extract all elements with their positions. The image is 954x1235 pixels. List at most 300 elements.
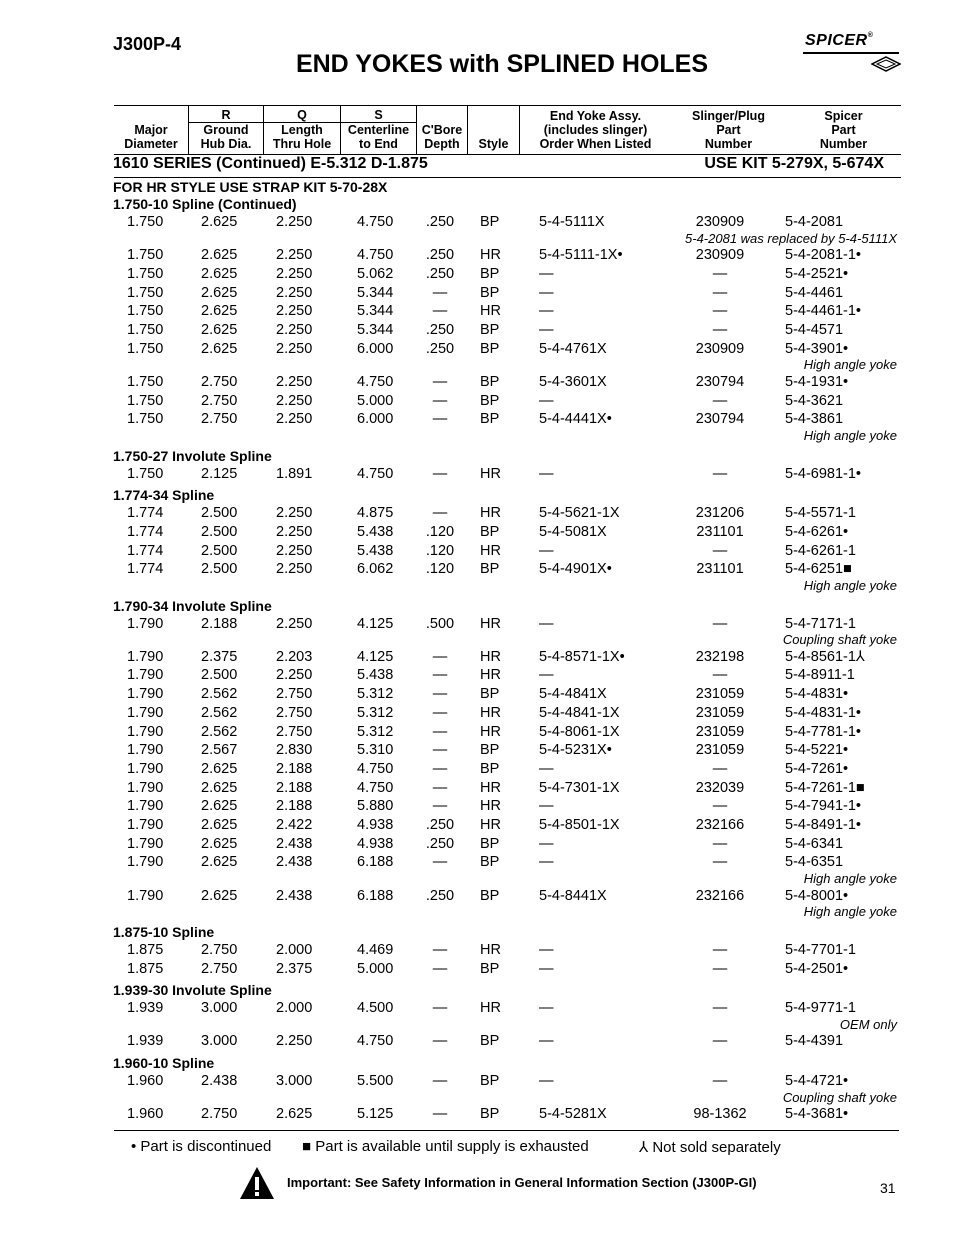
section-title: 1.960-10 Spline [113, 1055, 215, 1072]
table-row [0, 411, 954, 429]
column-header-3 [341, 106, 417, 154]
cbore-depth: .120 [425, 523, 455, 540]
end-yoke-assy: 5-4-8061-1X [539, 723, 620, 740]
column-label: C'Bore [421, 123, 463, 137]
cbore-depth: — [432, 411, 448, 428]
cbore-depth: .250 [425, 817, 455, 833]
end-yoke-assy: 5-4-4761X [539, 340, 607, 357]
hub-dia: 2.625 [201, 798, 238, 815]
style: BP [480, 686, 500, 703]
section-title: 1.875-10 Spline [113, 923, 215, 940]
row-note: High angle yoke [803, 428, 897, 443]
major-diameter: 1.750 [127, 322, 164, 338]
centerline-to-end: 5.438 [357, 523, 394, 540]
warning-triangle-icon [239, 1166, 275, 1200]
centerline-to-end: 5.880 [357, 798, 394, 815]
major-diameter: 1.790 [127, 648, 164, 665]
end-yoke-assy: — [539, 667, 554, 684]
hub-dia: 2.625 [201, 303, 238, 320]
length-thru-hole: 2.250 [276, 284, 313, 301]
cbore-depth: — [432, 960, 448, 977]
hub-dia: 2.625 [201, 247, 238, 264]
table-row [0, 942, 954, 960]
hub-dia: 2.625 [201, 835, 238, 852]
column-label: Thru Hole [272, 137, 332, 151]
brand-name: SPICER [805, 32, 868, 49]
column-label: Length [281, 123, 323, 137]
end-yoke-assy: 5-4-5231X• [539, 742, 612, 759]
table-row [0, 393, 954, 411]
spicer-part: 5-4-5221• [785, 742, 849, 759]
major-diameter: 1.774 [127, 505, 164, 522]
slinger-part: — [712, 265, 728, 282]
major-diameter: 1.790 [127, 704, 164, 721]
cbore-depth: — [432, 373, 448, 390]
table-row [0, 798, 954, 816]
hub-dia: 2.750 [201, 941, 238, 958]
major-diameter: 1.750 [127, 465, 164, 482]
series-title: 1610 SERIES (Continued) E-5.312 D-1.875 [113, 155, 428, 172]
major-diameter: 1.790 [127, 798, 164, 815]
end-yoke-assy: 5-4-5281X [539, 1106, 607, 1123]
spicer-part: 5-4-6981-1• [785, 465, 862, 482]
end-yoke-assy: 5-4-5621-1X [539, 505, 620, 522]
hub-dia: 2.750 [201, 373, 238, 390]
end-yoke-assy: — [539, 1073, 554, 1090]
column-label: Order When Listed [539, 137, 652, 151]
style: HR [480, 648, 501, 665]
length-thru-hole: 2.000 [276, 1000, 313, 1017]
column-label: Slinger/Plug [692, 109, 765, 123]
column-header-4 [417, 106, 468, 154]
column-label: Depth [424, 137, 460, 151]
slinger-part: — [712, 667, 728, 684]
slinger-part: — [712, 760, 728, 777]
spicer-part: 5-4-9771-1 [785, 1000, 856, 1017]
centerline-to-end: 4.750 [357, 373, 394, 390]
page-number: 31 [880, 1180, 896, 1196]
table-row [0, 686, 954, 704]
centerline-to-end: 5.344 [357, 322, 394, 338]
centerline-to-end: 4.500 [357, 1000, 394, 1017]
row-note: High angle yoke [803, 357, 897, 373]
cbore-depth: .250 [425, 887, 455, 904]
cbore-depth: .250 [425, 247, 455, 264]
table-row [0, 854, 954, 872]
major-diameter: 1.750 [127, 247, 164, 264]
table-row [0, 505, 954, 523]
centerline-to-end: 6.188 [357, 854, 394, 871]
slinger-part: 231101 [696, 523, 744, 540]
major-diameter: 1.875 [127, 941, 164, 958]
style: BP [480, 284, 500, 301]
slinger-part: — [712, 284, 728, 301]
length-thru-hole: 1.891 [276, 465, 313, 482]
column-header-7 [671, 106, 786, 154]
centerline-to-end: 6.188 [357, 887, 394, 904]
centerline-to-end: 5.438 [357, 667, 394, 684]
spicer-part: 5-4-6341 [785, 835, 844, 852]
table-row [0, 524, 954, 542]
hub-dia: 2.625 [201, 779, 238, 796]
column-header-1 [189, 106, 264, 154]
spicer-part: 5-4-4461-1• [785, 303, 862, 320]
centerline-to-end: 4.750 [357, 247, 394, 264]
centerline-to-end: 4.750 [357, 760, 394, 777]
hub-dia: 2.625 [201, 760, 238, 777]
major-diameter: 1.939 [127, 1033, 164, 1050]
major-diameter: 1.960 [127, 1106, 164, 1123]
column-label: (includes slinger) [543, 123, 648, 137]
hub-dia: 2.567 [201, 742, 238, 759]
style: HR [480, 247, 501, 264]
style: BP [480, 561, 500, 578]
length-thru-hole: 2.250 [276, 265, 313, 282]
hub-dia: 2.625 [201, 340, 238, 357]
cbore-depth: — [432, 465, 448, 482]
spicer-part: 5-4-4831• [785, 686, 849, 703]
slinger-part: 232198 [695, 648, 745, 665]
major-diameter: 1.774 [127, 523, 164, 540]
length-thru-hole: 2.250 [276, 1033, 313, 1050]
centerline-to-end: 5.062 [357, 265, 394, 282]
hub-dia: 2.375 [201, 648, 238, 665]
table-row [0, 466, 954, 484]
legend-not-sold: ⅄ Not sold separately [639, 1139, 781, 1156]
centerline-to-end: 5.125 [357, 1106, 394, 1123]
column-header-5 [468, 106, 520, 154]
column-header [114, 105, 901, 155]
end-yoke-assy: 5-4-4841X [539, 686, 607, 703]
slinger-part: — [712, 960, 728, 977]
slinger-part: 230909 [695, 340, 745, 357]
length-thru-hole: 2.250 [276, 373, 313, 390]
table-row [0, 705, 954, 723]
slinger-part: — [712, 1073, 728, 1090]
legend-discontinued: • Part is discontinued [131, 1138, 272, 1155]
length-thru-hole: 2.750 [276, 704, 313, 721]
major-diameter: 1.790 [127, 615, 164, 632]
table-row [0, 1033, 954, 1051]
style: HR [480, 542, 501, 559]
end-yoke-assy: 5-4-5111-1X• [539, 247, 623, 264]
table-row [0, 374, 954, 392]
centerline-to-end: 4.750 [357, 1033, 394, 1050]
style: BP [480, 835, 500, 852]
style: BP [480, 1033, 500, 1050]
length-thru-hole: 2.250 [276, 214, 313, 230]
centerline-to-end: 4.875 [357, 505, 394, 522]
length-thru-hole: 2.750 [276, 686, 313, 703]
length-thru-hole: 2.188 [276, 760, 313, 777]
style: BP [480, 1106, 500, 1123]
table-row [0, 667, 954, 685]
spicer-part: 5-4-4721• [785, 1073, 849, 1090]
style: HR [480, 779, 501, 796]
style: HR [480, 704, 501, 721]
major-diameter: 1.790 [127, 887, 164, 904]
style: HR [480, 798, 501, 815]
length-thru-hole: 2.250 [276, 392, 313, 409]
length-thru-hole: 2.250 [276, 303, 313, 320]
centerline-to-end: 5.312 [357, 723, 394, 740]
cbore-depth: .250 [425, 340, 455, 357]
table-row [0, 724, 954, 742]
centerline-to-end: 5.312 [357, 704, 394, 721]
end-yoke-assy: — [539, 542, 554, 559]
end-yoke-assy: — [539, 1033, 554, 1050]
major-diameter: 1.774 [127, 561, 164, 578]
table-row [0, 322, 954, 340]
cbore-depth: — [432, 1106, 448, 1123]
column-label: Hub Dia. [200, 137, 252, 151]
cbore-depth: .120 [425, 561, 455, 578]
cbore-depth: .250 [425, 835, 455, 852]
hub-dia: 2.562 [201, 704, 238, 721]
column-label: Number [819, 137, 868, 151]
slinger-part: 231206 [695, 505, 745, 522]
major-diameter: 1.750 [127, 340, 164, 357]
major-diameter: 1.939 [127, 1000, 164, 1017]
slinger-part: — [712, 798, 728, 815]
major-diameter: 1.750 [127, 214, 164, 230]
column-label: Part [716, 123, 741, 137]
column-label: End Yoke Assy. [549, 109, 642, 123]
spicer-logo [803, 30, 901, 78]
slinger-part: 230909 [695, 214, 745, 230]
major-diameter: 1.790 [127, 817, 164, 833]
style: HR [480, 941, 501, 958]
row-note: Coupling shaft yoke [782, 1089, 897, 1105]
column-label: Spicer [824, 109, 863, 123]
centerline-to-end: 5.500 [357, 1073, 394, 1090]
hub-dia: 2.438 [201, 1073, 238, 1090]
centerline-to-end: 5.438 [357, 542, 394, 559]
section-title: FOR HR STYLE USE STRAP KIT 5-70-28X [113, 179, 388, 195]
table-row [0, 247, 954, 265]
end-yoke-assy: — [539, 1000, 554, 1017]
section-title: 1.790-34 Involute Spline [113, 597, 272, 614]
spicer-part: 5-4-4391 [785, 1033, 844, 1050]
column-header-8 [786, 106, 901, 154]
spicer-part: 5-4-7171-1 [785, 615, 856, 632]
slinger-part: 230794 [695, 373, 745, 390]
cbore-depth: — [432, 854, 448, 871]
length-thru-hole: 2.000 [276, 941, 313, 958]
cbore-depth: — [432, 723, 448, 740]
end-yoke-assy: 5-4-5111X [539, 214, 605, 230]
slinger-part: 98-1362 [693, 1106, 747, 1123]
end-yoke-assy: 5-4-4841-1X [539, 704, 620, 721]
table-row [0, 561, 954, 579]
table-row [0, 761, 954, 779]
style: HR [480, 303, 501, 320]
major-diameter: 1.750 [127, 373, 164, 390]
cbore-depth: — [432, 1000, 448, 1017]
hub-dia: 2.625 [201, 887, 238, 904]
hub-dia: 2.625 [201, 817, 238, 833]
hub-dia: 2.625 [201, 214, 238, 230]
cbore-depth: — [432, 392, 448, 409]
slinger-part: — [712, 1033, 728, 1050]
cbore-depth: — [432, 1033, 448, 1050]
end-yoke-assy: — [539, 322, 554, 338]
column-label: Major [134, 123, 168, 137]
style: BP [480, 322, 500, 338]
style: HR [480, 465, 501, 482]
spicer-part: 5-4-8491-1• [785, 817, 862, 833]
end-yoke-assy: — [539, 798, 554, 815]
centerline-to-end: 4.750 [357, 779, 394, 796]
hub-dia: 2.500 [201, 542, 238, 559]
cbore-depth: — [432, 303, 448, 320]
spicer-part: 5-4-7941-1• [785, 798, 862, 815]
hub-dia: 2.750 [201, 1106, 238, 1123]
cbore-depth: .120 [425, 542, 455, 559]
table-row [0, 341, 954, 359]
column-header-6 [520, 106, 671, 154]
slinger-part: — [712, 1000, 728, 1017]
end-yoke-assy: — [539, 265, 554, 282]
spicer-part: 5-4-4461 [785, 284, 844, 301]
spicer-part: 5-4-6261-1 [785, 542, 856, 559]
table-row [0, 543, 954, 561]
style: HR [480, 1000, 501, 1017]
style: BP [480, 742, 500, 759]
centerline-to-end: 5.344 [357, 284, 394, 301]
major-diameter: 1.790 [127, 760, 164, 777]
spicer-part: 5-4-3621 [785, 392, 844, 409]
column-label: Diameter [124, 137, 178, 151]
style: HR [480, 817, 501, 833]
cbore-depth: — [432, 704, 448, 721]
end-yoke-assy: — [539, 760, 554, 777]
style: BP [480, 340, 500, 357]
cbore-depth: — [432, 1073, 448, 1090]
hub-dia: 2.500 [201, 667, 238, 684]
spicer-part: 5-4-7261• [785, 760, 849, 777]
end-yoke-assy: 5-4-7301-1X [539, 779, 620, 796]
slinger-part: — [712, 465, 728, 482]
cbore-depth: .250 [425, 214, 455, 230]
length-thru-hole: 2.250 [276, 615, 313, 632]
column-letter: Q [263, 108, 341, 123]
style: BP [480, 214, 500, 230]
cbore-depth: — [432, 779, 448, 796]
table-row [0, 285, 954, 303]
table-row [0, 888, 954, 906]
style: HR [480, 667, 501, 684]
hub-dia: 2.625 [201, 265, 238, 282]
table-row [0, 303, 954, 321]
hub-dia: 2.750 [201, 411, 238, 428]
major-diameter: 1.790 [127, 723, 164, 740]
section-title: 1.939-30 Involute Spline [113, 982, 272, 999]
spicer-part: 5-4-6261• [785, 523, 849, 540]
hub-dia: 3.000 [201, 1000, 238, 1017]
slinger-part: 230794 [695, 411, 745, 428]
hub-dia: 2.500 [201, 561, 238, 578]
column-letter: R [188, 108, 264, 123]
style: BP [480, 854, 500, 871]
centerline-to-end: 5.000 [357, 960, 394, 977]
column-label: Centerline [347, 123, 410, 137]
hub-dia: 2.750 [201, 392, 238, 409]
end-yoke-assy: 5-4-5081X [539, 523, 607, 540]
slinger-part: — [712, 835, 728, 852]
divider [114, 177, 901, 178]
length-thru-hole: 2.250 [276, 561, 313, 578]
major-diameter: 1.790 [127, 686, 164, 703]
hub-dia: 2.625 [201, 854, 238, 871]
centerline-to-end: 4.938 [357, 835, 394, 852]
slinger-part: — [712, 941, 728, 958]
hub-dia: 2.562 [201, 686, 238, 703]
spicer-part: 5-4-7781-1• [785, 723, 862, 740]
major-diameter: 1.750 [127, 265, 164, 282]
style: BP [480, 1073, 500, 1090]
cbore-depth: — [432, 798, 448, 815]
style: HR [480, 723, 501, 740]
end-yoke-assy: 5-4-8571-1X• [539, 648, 625, 665]
dana-diamond-icon [871, 56, 901, 72]
slinger-part: 231101 [696, 561, 744, 578]
table-row [0, 266, 954, 284]
slinger-part: — [712, 542, 728, 559]
spicer-part: 5-4-7261-1■ [785, 779, 865, 796]
style: HR [480, 505, 501, 522]
table-row [0, 1106, 954, 1124]
slinger-part: 231059 [695, 686, 745, 703]
spicer-part: 5-4-4831-1• [785, 704, 862, 721]
centerline-to-end: 4.469 [357, 941, 394, 958]
major-diameter: 1.750 [127, 392, 164, 409]
slinger-part: 231059 [695, 704, 745, 721]
major-diameter: 1.750 [127, 284, 164, 301]
legend-supply: ■ Part is available until supply is exhausted [302, 1138, 589, 1155]
length-thru-hole: 2.438 [276, 835, 313, 852]
length-thru-hole: 2.250 [276, 505, 313, 522]
kit-note: USE KIT 5-279X, 5-674X [704, 155, 884, 172]
end-yoke-assy: — [539, 284, 554, 301]
length-thru-hole: 2.250 [276, 523, 313, 540]
cbore-depth: .500 [425, 615, 455, 632]
spicer-part: 5-4-2081-1• [785, 247, 862, 264]
row-note: OEM only [839, 1016, 897, 1032]
spicer-part: 5-4-4571 [785, 322, 844, 338]
table-row [0, 836, 954, 854]
row-note: Coupling shaft yoke [782, 632, 897, 648]
length-thru-hole: 2.438 [276, 887, 313, 904]
column-label: Ground [203, 123, 249, 137]
end-yoke-assy: 5-4-3601X [539, 373, 607, 390]
length-thru-hole: 3.000 [276, 1073, 313, 1090]
centerline-to-end: 4.125 [357, 648, 394, 665]
hub-dia: 2.562 [201, 723, 238, 740]
spicer-part: 5-4-8001• [785, 887, 849, 904]
hub-dia: 2.125 [201, 465, 238, 482]
length-thru-hole: 2.203 [276, 648, 313, 665]
end-yoke-assy: — [539, 392, 554, 409]
end-yoke-assy: — [539, 835, 554, 852]
length-thru-hole: 2.375 [276, 960, 313, 977]
cbore-depth: — [432, 686, 448, 703]
end-yoke-assy: 5-4-8441X [539, 887, 607, 904]
major-diameter: 1.875 [127, 960, 164, 977]
length-thru-hole: 2.750 [276, 723, 313, 740]
centerline-to-end: 5.312 [357, 686, 394, 703]
column-label: Style [478, 137, 509, 151]
